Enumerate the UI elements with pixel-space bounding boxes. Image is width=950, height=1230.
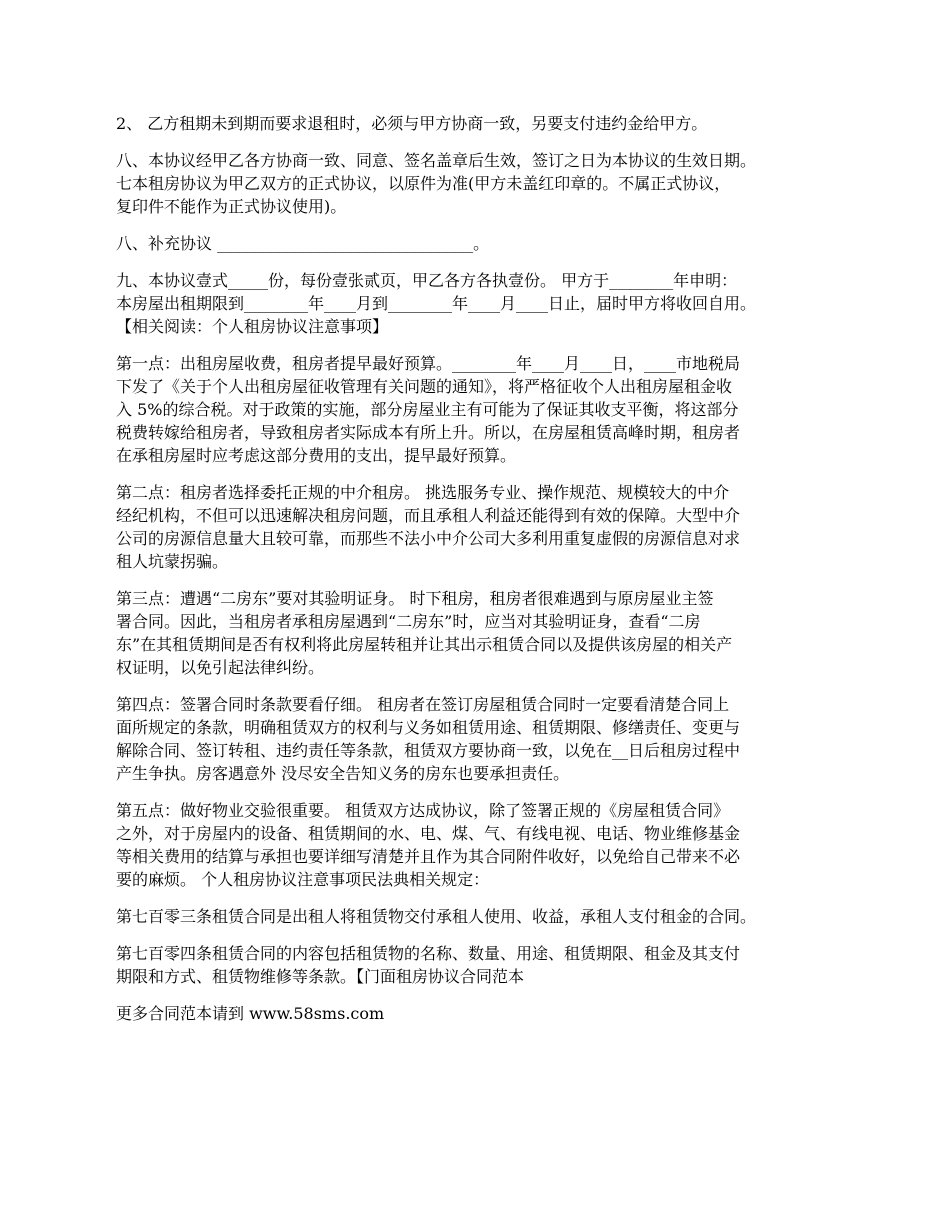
document-page: [116, 112, 856, 1039]
text-line: 本房屋出租期限到________年____月到________年____月____日止，届时甲方将收回自用。: [116, 294, 757, 313]
text-line: 八、补充协议 ________________________________。: [116, 234, 490, 253]
text-line: 之外，对于房屋内的设备、租赁期间的水、电、煤、气、有线电视、电话、物业维修基金: [116, 824, 741, 843]
text-line: 复印件不能作为正式协议使用)。: [116, 197, 347, 216]
text-line: 八、本协议经甲乙各方协商一致、同意、签名盖章后生效，签订之日为本协议的生效日期。: [116, 151, 757, 170]
clause-effective-date: [116, 149, 856, 218]
clause-early-termination: [116, 112, 856, 135]
text-line: 要的麻烦。 个人租房协议注意事项民法典相关规定：: [116, 870, 490, 889]
text-line: 权证明，以免引起法律纠纷。: [116, 658, 325, 677]
text-line: 经纪机构，不但可以迅速解决租房问题，而且承租人利益还能得到有效的保障。大型中介: [116, 506, 741, 525]
text-line: 在承租房屋时应考虑这部分费用的支出，提早最好预算。: [116, 446, 517, 465]
text-line: 下发了《关于个人出租房屋征收管理有关问题的通知》，将严格征收个人出租房屋租金收: [116, 377, 733, 396]
text-line: 第三点：遭遇“二房东”要对其验明证身。 时下租房，租房者很难遇到与原房屋业主签: [116, 589, 714, 608]
note-point-five: [116, 799, 856, 891]
text-line: 更多合同范本请到 www.58sms.com: [116, 1004, 385, 1023]
text-line: 第二点：租房者选择委托正规的中介租房。 挑选服务专业、操作规范、规模较大的中介: [116, 483, 730, 502]
clause-copies: [116, 269, 856, 338]
note-point-one: [116, 352, 856, 467]
text-line: 等相关费用的结算与承担也要详细写清楚并且作为其合同附件收好，以免给自己带来不必: [116, 847, 741, 866]
text-line: 2、 乙方租期未到期而要求退租时，必须与甲方协商一致，另要支付违约金给甲方。: [116, 114, 708, 133]
note-point-four: [116, 693, 856, 785]
clause-supplementary: [116, 232, 856, 255]
note-point-two: [116, 481, 856, 573]
text-line: 第七百零四条租赁合同的内容包括租赁物的名称、数量、用途、租赁期限、租金及其支付: [116, 944, 741, 963]
text-line: 入 5%的综合税。对于政策的实施，部分房屋业主有可能为了保证其收支平衡，将这部分: [116, 400, 739, 419]
text-line: 【相关阅读：个人租房协议注意事项】: [116, 317, 389, 336]
text-line: 第四点：签署合同时条款要看仔细。 租房者在签订房屋租赁合同时一定要看清楚合同上: [116, 695, 730, 714]
text-line: 九、本协议壹式_____份，每份壹张贰页，甲乙各方各执壹份。 甲方于________年申明：: [116, 271, 738, 290]
text-line: 第七百零三条租赁合同是出租人将租赁物交付承租人使用、收益，承租人支付租金的合同。: [116, 907, 757, 926]
note-point-three: [116, 587, 856, 679]
text-line: 期限和方式、租赁物维修等条款。【门面租房协议合同范本: [116, 967, 525, 986]
text-line: 税费转嫁给租房者，导致租房者实际成本有所上升。所以，在房屋租赁高峰时期，租房者: [116, 423, 741, 442]
text-line: 七本租房协议为甲乙双方的正式协议，以原件为准(甲方未盖红印章的。不属正式协议，: [116, 174, 731, 193]
text-line: 第五点：做好物业交验很重要。 租赁双方达成协议，除了签署正规的《房屋租赁合同》: [116, 801, 730, 820]
footer-more-templates: [116, 1002, 856, 1025]
law-article-703: [116, 905, 856, 928]
text-line: 租人坑蒙拐骗。: [116, 552, 229, 571]
text-line: 东”在其租赁期间是否有权利将此房屋转租并让其出示租赁合同以及提供该房屋的相关产: [116, 635, 733, 654]
text-line: 署合同。因此，当租房者承租房屋遇到“二房东”时，应当对其验明证身，查看“二房: [116, 612, 701, 631]
text-line: 公司的房源信息量大且较可靠，而那些不法小中介公司大多利用重复虚假的房源信息对求: [116, 529, 741, 548]
law-article-704: [116, 942, 856, 988]
text-line: 面所规定的条款，明确租赁双方的权利与义务如租赁用途、租赁期限、修缮责任、变更与: [116, 718, 741, 737]
text-line: 产生争执。房客遇意外 没尽安全告知义务的房东也要承担责任。: [116, 764, 570, 783]
text-line: 解除合同、签订转租、违约责任等条款，租赁双方要协商一致，以免在__日后租房过程中: [116, 741, 741, 760]
text-line: 第一点：出租房屋收费，租房者提早最好预算。________年____月____日，____市地税局: [116, 354, 741, 373]
